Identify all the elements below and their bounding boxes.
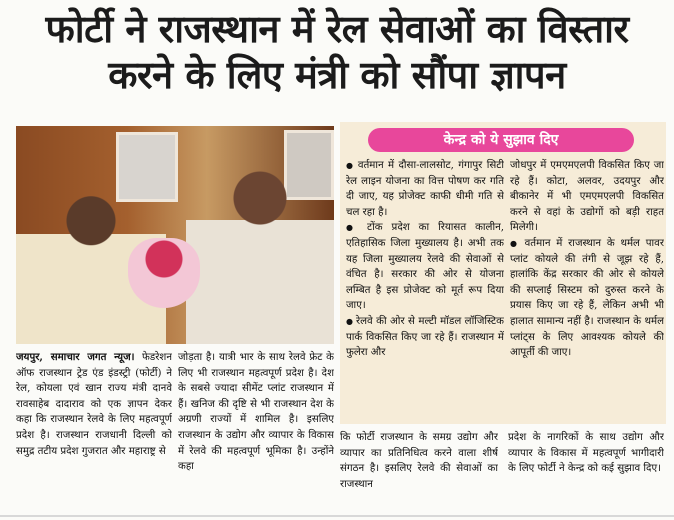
suggestion-continued: जोधपुर में एमएमएलपी विकसित किए जा रहे हैं। कोटा, अलवर, उदयपुर और बीकानेर में भी एमएमएलपी विकसित करने से वहां के उद्योगों को बड़ी राहत मिलेगी। [510, 160, 664, 234]
suggestions-heading: केन्द्र को ये सुझाव दिए [368, 128, 634, 152]
article-col3-text: कि फोर्टी राजस्थान के समग्र उद्योग और व्यापार का प्रतिनिधित्व करने वाला शीर्ष संगठन है। इसलिए रेलवे की सेवाओं का राजस्थान [340, 432, 498, 490]
headline-line-1: फोर्टी ने राजस्थान में रेल सेवाओं का विस्तार [45, 7, 629, 51]
suggestion-item: ● रेलवे की ओर से मल्टी मॉडल लॉजिस्टिक पार्क विकसित किए जा रहे हैं। राजस्थान में फुलेरा और [346, 314, 504, 361]
person-right [186, 166, 334, 344]
article-column-4 [508, 430, 664, 510]
article-col1-text: फेडरेशन ऑफ राजस्थान ट्रेड एंड इंडस्ट्री (फोर्टी) ने रेल, कोयला एवं खान राज्य मंत्री दानवे रावसाहेब दादाराव को एक ज्ञापन देकर कहा कि राजस्थान रेलवे के लिए महत्वपूर्ण प्रदेश है। राजस्थान राजधानी दिल्ली को समुद्र तटीय प्रदेश गुजरात और महाराष्ट्र से [16, 352, 172, 457]
suggestion-item: ● वर्तमान में दौसा-लालसोट, गंगापुर सिटी रेल लाइन योजना का वित्त पोषण कर गति दी जाए, यह प्रोजेक्ट काफी धीमी गति से चल रहा है। [346, 158, 504, 220]
bottom-divider [0, 515, 674, 517]
suggestion-item: ● टोंक प्रदेश का रियासत कालीन, एतिहासिक जिला मुख्यालय है। अभी तक यह जिला मुख्यालय रेलवे की सेवाओं से वंचित है। सरकार की ओर से योजना लम्बित है इस प्रोजेक्ट को मूर्त रूप दिया जाए। [346, 220, 504, 314]
article-col4-text: प्रदेश के नागरिकों के साथ उद्योग और व्यापार के विकास में महत्वपूर्ण भागीदारी के लिए फोर्टी ने केन्द्र को कई सुझाव दिए। [508, 432, 664, 475]
flower-bouquet [128, 238, 200, 308]
article-column-1 [16, 350, 172, 510]
article-column-2 [178, 350, 334, 510]
news-photo [16, 126, 334, 344]
headline [8, 6, 666, 98]
dateline: जयपुर, समाचार जगत न्यूज। [16, 351, 135, 363]
article-col2-text: जोड़ता है। यात्री भार के साथ रेलवे फ्रेट के लिए भी राजस्थान महत्वपूर्ण प्रदेश है। देश के सबसे ज्यादा सीमेंट प्लांट राजस्थान में हैं। खनिज की दृष्टि से भी राजस्थान देश के अग्रणी राज्यों में शामिल है। इसलिए राजस्थान के उद्योग और व्यापार के विकास में रेलवे की महत्वपूर्ण भूमिका है। उन्होंने कहा [178, 352, 334, 473]
suggestions-column-right [510, 158, 664, 420]
suggestions-column-left [346, 158, 504, 420]
headline-line-2: करने के लिए मंत्री को सौंपा ज्ञापन [108, 53, 566, 97]
article-column-3 [340, 430, 498, 510]
suggestion-item: ● वर्तमान में राजस्थान के थर्मल पावर प्लांट कोयले की तंगी से जूझ रहे हैं, हालांकि केंद्र सरकार की ओर से कोयले की सप्लाई सिस्टम को दुरुस्त करने के प्रयास किए जा रहे हैं, लेकिन अभी भी हालात सामान्य नहीं है। राजस्थान के थर्मल प्लांट्स के लिए आवश्यक कोयले की आपूर्ती की जाए। [510, 236, 664, 361]
